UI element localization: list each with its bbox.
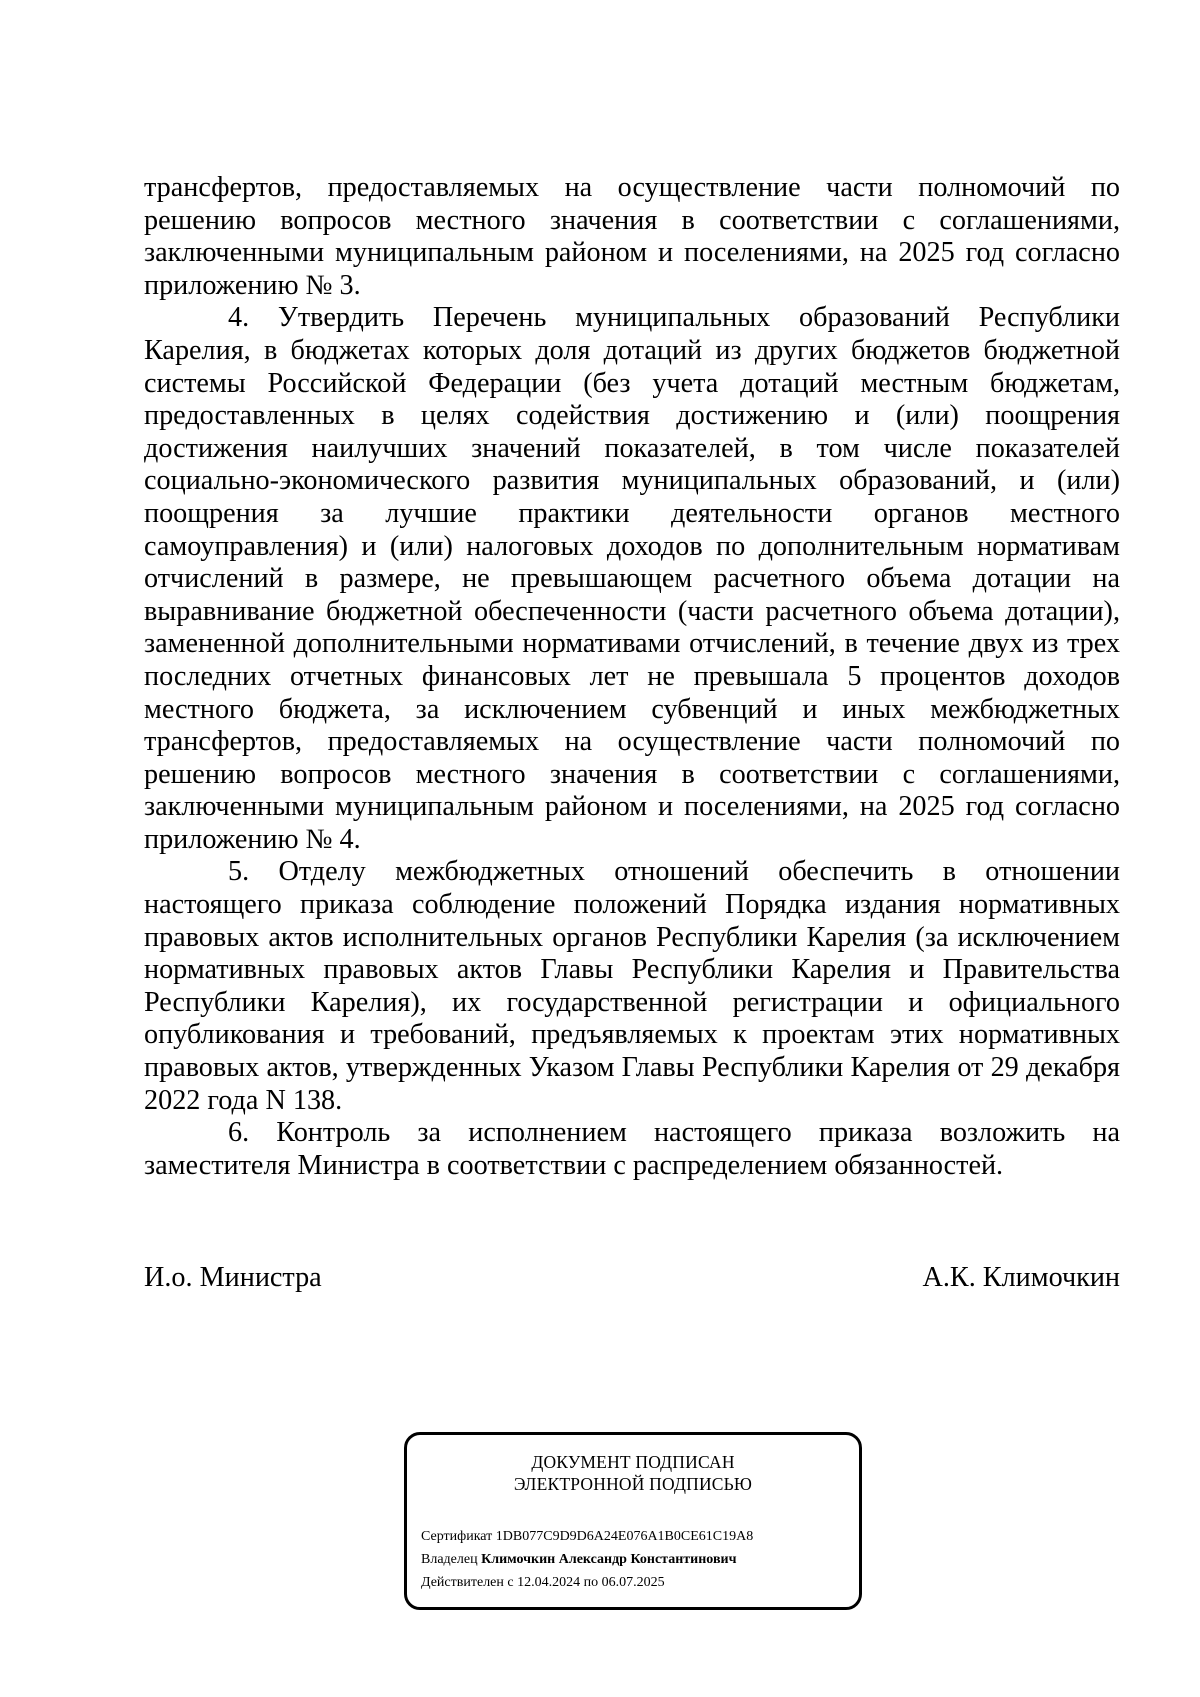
paragraph-continuation: трансфертов, предоставляемых на осуществление части полномочий по решению вопросов местного значения в соответствии с соглашениями, заключенными муниципальным районом и поселениями, на 2025 год согласно приложению № 3. bbox=[144, 172, 1120, 301]
stamp-valid-from: 12.04.2024 bbox=[517, 1575, 581, 1590]
stamp-valid-to-label: по bbox=[583, 1575, 599, 1590]
paragraph-item-4: 4. Утвердить Перечень муниципальных образований Республики Карелия, в бюджетах которых доля дотаций из других бюджетов бюджетной системы Российской Федерации (без учета дотаций местным бюджетам, предоставленных в целях содействия достижению и (или) поощрения достижения наилучших значений показателей, в том числе показателей социально-экономического развития муниципальных образований, и (или) поощрения за лучшие практики деятельности органов местного самоуправления) и (или) налоговых доходов по дополнительным нормативам отчислений в размере, не превышающем расчетного объема дотации на выравнивание бюджетной обеспеченности (части расчетного объема дотации), замененной дополнительными нормативами отчислений, в течение двух из трех последних отчетных финансовых лет не превышала 5 процентов доходов местного бюджета, за исключением субвенций и иных межбюджетных трансфертов, предоставляемых на осуществление части полномочий по решению вопросов местного значения в соответствии с соглашениями, заключенными муниципальным районом и поселениями, на 2025 год согласно приложению № 4. bbox=[144, 302, 1120, 855]
stamp-valid-label: Действителен с bbox=[421, 1575, 514, 1590]
stamp-owner-line bbox=[421, 1548, 753, 1571]
stamp-owner-value: Климочкин Александр Константинович bbox=[481, 1552, 737, 1567]
stamp-title-line-1: ДОКУМЕНТ ПОДПИСАН bbox=[531, 1452, 735, 1472]
stamp-title bbox=[407, 1451, 859, 1495]
stamp-valid-to: 06.07.2025 bbox=[601, 1575, 665, 1590]
stamp-certificate-value: 1DB077C9D9D6A24E076A1B0CE61C19A8 bbox=[495, 1529, 754, 1544]
document-body bbox=[144, 172, 1120, 1182]
signature-row bbox=[144, 1262, 1120, 1294]
signatory-position: И.о. Министра bbox=[144, 1262, 322, 1293]
stamp-owner-label: Владелец bbox=[421, 1552, 478, 1567]
stamp-title-line-2: ЭЛЕКТРОННОЙ ПОДПИСЬЮ bbox=[513, 1474, 753, 1494]
stamp-certificate-label: Сертификат bbox=[421, 1529, 493, 1544]
electronic-signature-stamp bbox=[404, 1432, 862, 1610]
signatory-name: А.К. Климочкин bbox=[922, 1262, 1120, 1293]
paragraph-item-5: 5. Отделу межбюджетных отношений обеспечить в отношении настоящего приказа соблюдение положений Порядка издания нормативных правовых актов исполнительных органов Республики Карелия (за исключением нормативных правовых актов Главы Республики Карелия и Правительства Республики Карелия), их государственной регистрации и официального опубликования и требований, предъявляемых к проектам этих нормативных правовых актов, утвержденных Указом Главы Республики Карелия от 29 декабря 2022 года N 138. bbox=[144, 856, 1120, 1116]
stamp-details bbox=[421, 1525, 753, 1594]
stamp-validity-line bbox=[421, 1571, 753, 1594]
stamp-certificate-line bbox=[421, 1525, 753, 1548]
paragraph-item-6: 6. Контроль за исполнением настоящего приказа возложить на заместителя Министра в соответствии с распределением обязанностей. bbox=[144, 1117, 1120, 1181]
